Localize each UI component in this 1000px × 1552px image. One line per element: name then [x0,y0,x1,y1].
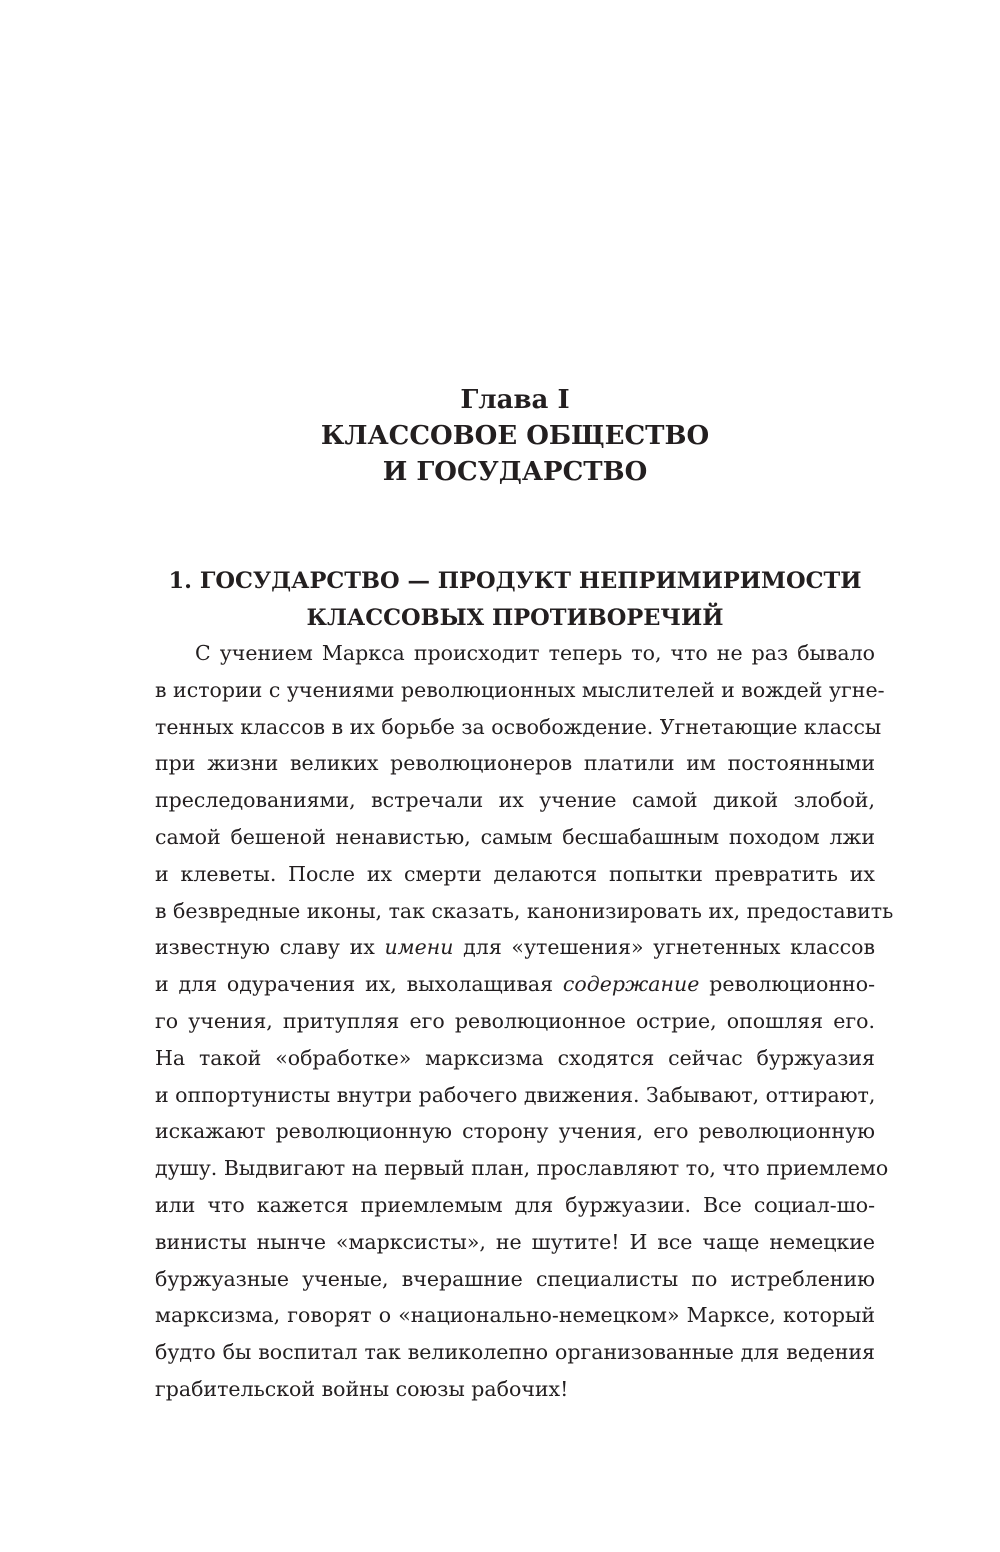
section-title-line-2: КЛАССОВЫХ ПРОТИВОРЕЧИЙ [306,605,724,631]
chapter-title-line-2: И ГОСУДАРСТВО [382,457,648,487]
text-line: или что кажется приемлемым для буржуазии. Все социал-шо- [155,1192,875,1217]
text-line: На такой «обработке» марксизма сходятся сейчас буржуазия [155,1045,875,1070]
text-segment: революционно- [699,972,875,997]
text-line: будто бы воспитал так великолепно организованные для ведения [155,1340,875,1365]
emphasis-text: содержание [562,972,700,997]
text-segment: известную славу их [155,935,385,960]
text-line: С учением Маркса происходит теперь то, что не раз бывало [195,641,875,665]
text-line: и оппортунисты внутри рабочего движения. Забывают, оттирают, [155,1082,876,1107]
text-segment: и для одурачения их, выхолащивая [155,972,563,997]
text-line: преследованиями, встречали их учение самой дикой злобой, [155,788,875,813]
text-line: самой бешеной ненавистью, самым бесшабашным походом лжи [155,824,875,849]
text-line: при жизни великих революционеров платили им постоянными [155,751,875,776]
section-title-line-1: 1. ГОСУДАРСТВО — ПРОДУКТ НЕПРИМИРИМОСТИ [168,568,862,594]
text-line [155,929,875,966]
chapter-title-line-1: КЛАССОВОЕ ОБЩЕСТВО [320,421,710,451]
text-line: в безвредные иконы, так сказать, канонизировать их, предоставить [155,898,894,923]
chapter-label: Глава I [460,385,570,415]
text-line: душу. Выдвигают на первый план, прославляют то, что приемлемо [155,1156,889,1181]
text-segment: для «утешения» угнетенных классов [453,935,876,960]
text-line: тенных классов в их борьбе за освобождение. Угнетающие классы [155,714,882,739]
text-line: грабительской войны союзы рабочих! [155,1376,569,1401]
text-line: в истории с учениями революционных мыслителей и вождей угне- [155,677,885,702]
section-heading [150,563,880,637]
text-line: искажают революционную сторону учения, его революционную [155,1119,875,1144]
text-line: буржуазные ученые, вчерашние специалисты по истреблению [155,1266,875,1291]
text-line [155,966,875,1003]
body-paragraph [155,635,894,1408]
text-line: и клеветы. После их смерти делаются попытки превратить их [155,861,875,886]
text-line: го учения, притупляя его революционное острие, опошляя его. [155,1008,875,1033]
text-line: винисты нынче «марксисты», не шутите! И все чаще немецкие [155,1229,875,1254]
emphasis-text: имени [384,935,454,960]
chapter-heading [150,382,880,490]
text-line: марксизма, говорят о «национально-немецком» Марксе, который [155,1303,875,1328]
